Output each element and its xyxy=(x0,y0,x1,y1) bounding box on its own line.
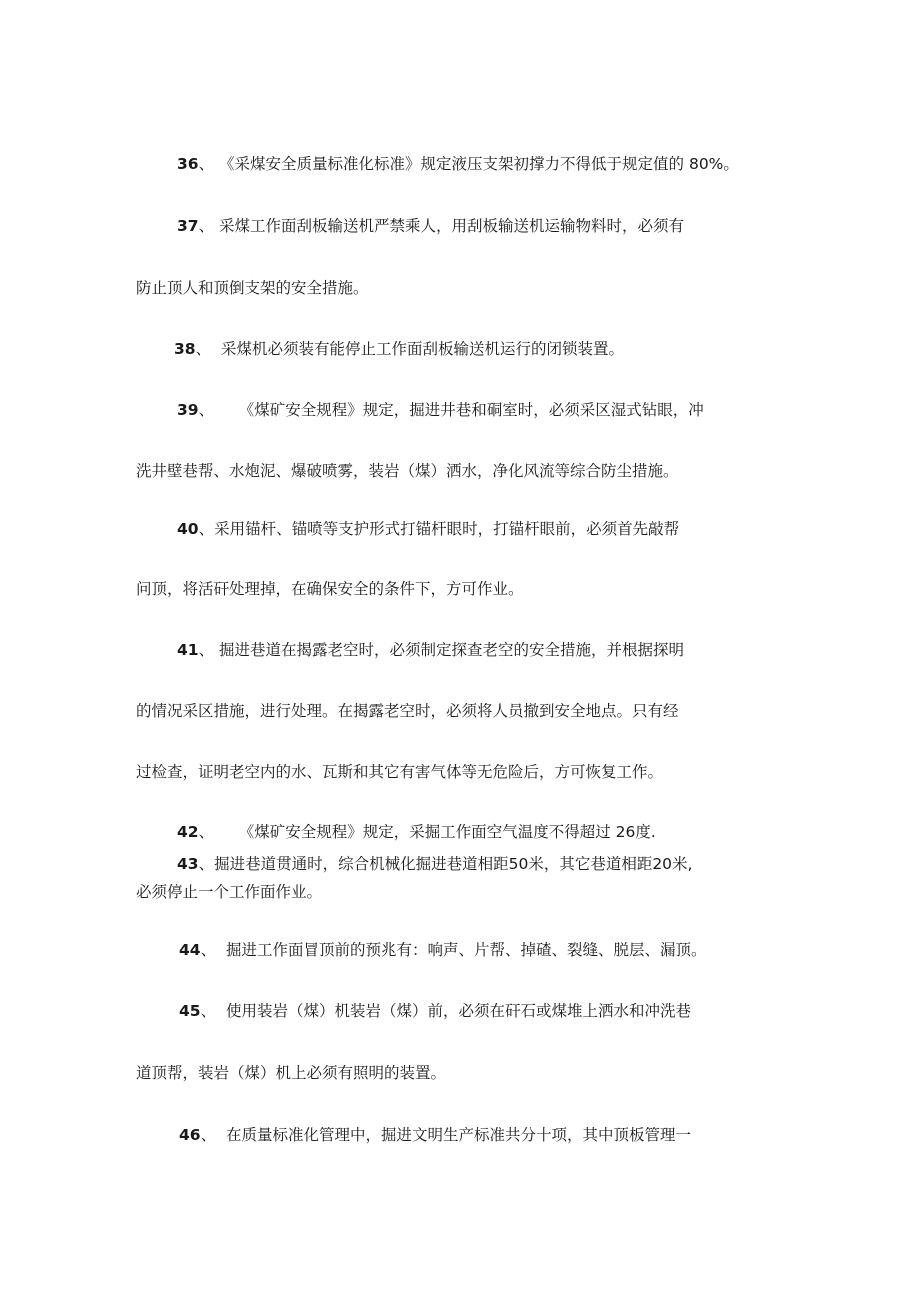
item-separator: 、 xyxy=(198,401,215,419)
item-42-line-1 xyxy=(177,822,656,842)
item-36-line-1 xyxy=(177,154,739,174)
item-number: 39 xyxy=(177,401,199,419)
item-text: 采用锚杆、锚喷等支护形式打锚杆眼时，打锚杆眼前，必须首先敲帮 xyxy=(214,520,680,538)
item-separator: 、 xyxy=(198,217,215,235)
item-separator: 、 xyxy=(198,855,215,873)
item-41-line-1 xyxy=(177,640,684,660)
item-number: 46 xyxy=(179,1126,201,1144)
item-41-line-2: 的情况采区措施，进行处理。在揭露老空时，必须将人员撤到安全地点。只有经 xyxy=(136,702,679,720)
item-number: 40 xyxy=(177,520,199,538)
item-40-line-2: 问顶，将活矸处理掉，在确保安全的条件下，方可作业。 xyxy=(136,580,524,598)
item-text: 《煤矿安全规程》规定，采掘工作面空气温度不得超过 26度. xyxy=(238,823,656,841)
item-text: 掘进巷道在揭露老空时，必须制定探查老空的安全措施，并根据探明 xyxy=(219,641,685,659)
item-46-line-1 xyxy=(179,1125,691,1145)
item-45-line-1 xyxy=(179,1001,691,1021)
item-text: 《采煤安全质量标准化标准》规定液压支架初撑力不得低于规定值的 80%。 xyxy=(219,155,739,173)
item-number: 37 xyxy=(177,217,199,235)
item-text: 采煤机必须装有能停止工作面刮板输送机运行的闭锁装置。 xyxy=(220,340,624,358)
item-separator: 、 xyxy=(200,941,217,959)
item-number: 36 xyxy=(177,155,199,173)
item-number: 41 xyxy=(177,641,199,659)
item-separator: 、 xyxy=(198,520,215,538)
item-separator: 、 xyxy=(200,1002,217,1020)
item-number: 44 xyxy=(179,941,201,959)
item-number: 45 xyxy=(179,1002,201,1020)
item-41-line-3: 过检查，证明老空内的水、瓦斯和其它有害气体等无危险后，方可恢复工作。 xyxy=(136,763,664,781)
item-number: 43 xyxy=(177,855,199,873)
item-text: 掘进工作面冒顶前的预兆有：响声、片帮、掉碴、裂缝、脱层、漏顶。 xyxy=(225,941,707,959)
item-separator: 、 xyxy=(200,1126,217,1144)
item-39-line-2: 洗井壁巷帮、水炮泥、爆破喷雾，装岩（煤）洒水，净化风流等综合防尘措施。 xyxy=(136,462,679,480)
item-37-line-1 xyxy=(177,216,684,236)
item-number: 38 xyxy=(174,340,196,358)
item-text: 在质量标准化管理中，掘进文明生产标准共分十项，其中顶板管理一 xyxy=(225,1126,691,1144)
item-text: 掘进巷道贯通时，综合机械化掘进巷道相距50米，其它巷道相距20米, xyxy=(214,855,693,873)
item-text: 使用装岩（煤）机装岩（煤）前，必须在矸石或煤堆上洒水和冲洗巷 xyxy=(225,1002,691,1020)
item-43-line-2: 必须停止一个工作面作业。 xyxy=(136,883,323,901)
item-separator: 、 xyxy=(198,823,215,841)
item-38-line-1 xyxy=(174,339,624,359)
item-44-line-1 xyxy=(179,940,706,960)
item-number: 42 xyxy=(177,823,199,841)
item-text: 采煤工作面刮板输送机严禁乘人，用刮板输送机运输物料时，必须有 xyxy=(219,217,685,235)
item-separator: 、 xyxy=(198,155,215,173)
item-43-line-1 xyxy=(177,854,692,874)
item-39-line-1 xyxy=(177,400,704,420)
item-text: 《煤矿安全规程》规定，掘进井巷和硐室时，必须采区湿式钻眼，冲 xyxy=(238,401,704,419)
item-separator: 、 xyxy=(195,340,212,358)
item-37-line-2: 防止顶人和顶倒支架的安全措施。 xyxy=(136,279,369,297)
item-40-line-1 xyxy=(177,519,679,539)
item-separator: 、 xyxy=(198,641,215,659)
item-45-line-2: 道顶帮，装岩（煤）机上必须有照明的装置。 xyxy=(136,1064,447,1082)
